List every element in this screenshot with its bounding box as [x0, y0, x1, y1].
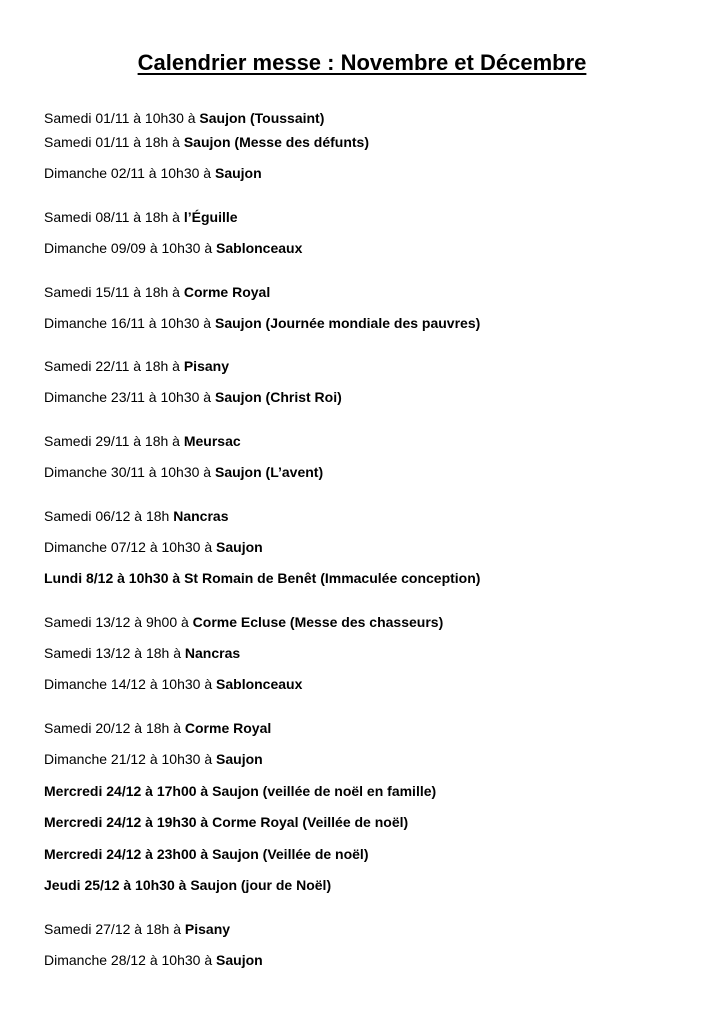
schedule-entry-date: Dimanche 02/11 à 10h30 à	[44, 165, 215, 181]
schedule-entry-place: l’Éguille	[183, 209, 238, 225]
schedule-entry-date: Dimanche 28/12 à 10h30 à	[44, 952, 217, 968]
schedule-entry-place: Corme Ecluse (Messe des chasseurs)	[192, 614, 444, 630]
schedule-entry	[44, 208, 238, 226]
schedule-entry	[44, 538, 263, 556]
schedule-entry-place: Pisany	[184, 921, 231, 937]
schedule-entry-date: Samedi 29/11 à 18h à	[44, 433, 184, 449]
schedule-entry	[44, 782, 436, 800]
schedule-entry	[44, 750, 263, 768]
schedule-entry	[44, 920, 230, 938]
schedule-entry-place: Saujon (veillée de noël en famille)	[212, 783, 437, 799]
schedule-entry-place: Saujon	[216, 751, 263, 767]
schedule-entry-place: Corme Royal (Veillée de noël)	[212, 814, 409, 830]
schedule-entry	[44, 675, 302, 693]
schedule-entry-date: Samedi 01/11 à 18h à	[44, 134, 184, 150]
schedule-entry-place: Saujon (Christ Roi)	[214, 389, 342, 405]
schedule-entry-date: Dimanche 16/11 à 10h30 à	[44, 315, 215, 331]
schedule-entry-date: Dimanche 09/09 à 10h30 à	[44, 240, 217, 256]
schedule-entry-place: Meursac	[183, 433, 241, 449]
schedule-entry-place: Nancras	[184, 645, 241, 661]
schedule-entry-place: Saujon	[214, 165, 262, 181]
schedule-entry-date: Samedi 22/11 à 18h à	[44, 358, 184, 374]
schedule-entry	[44, 432, 241, 450]
schedule-entry-date: Dimanche 14/12 à 10h30 à	[44, 676, 217, 692]
schedule-entry	[44, 569, 480, 587]
schedule-entry	[44, 463, 323, 481]
schedule-entry	[44, 239, 302, 257]
schedule-entry-place: Saujon (Messe des défunts)	[183, 134, 369, 150]
schedule-entry-place: Nancras	[173, 508, 229, 524]
schedule-entry-date: Dimanche 07/12 à 10h30 à	[44, 539, 217, 555]
schedule-entry	[44, 876, 331, 894]
schedule-entry-place: Pisany	[183, 358, 229, 374]
schedule-entry-place: Sablonceaux	[216, 676, 303, 692]
schedule-entry-place: Corme Royal	[184, 720, 272, 736]
schedule-entry-date: Mercredi 24/12 à 17h00 à	[44, 783, 213, 799]
schedule-entry-date: Lundi 8/12 à 10h30 à	[44, 570, 185, 586]
schedule-entry-place: Saujon (jour de Noël)	[190, 877, 332, 893]
schedule-entry-date: Samedi 27/12 à 18h à	[44, 921, 185, 937]
schedule-entry-date: Samedi 13/12 à 9h00 à	[44, 614, 193, 630]
schedule-entry	[44, 388, 342, 406]
schedule-entry-place: Saujon (Toussaint)	[199, 110, 325, 126]
schedule-entry-date: Dimanche 23/11 à 10h30 à	[44, 389, 215, 405]
schedule-entry-place: Saujon (L’avent)	[214, 464, 324, 480]
schedule-entry-place: Saujon	[216, 539, 263, 555]
schedule-entry-date: Samedi 01/11 à 10h30 à	[44, 110, 200, 126]
page-title	[0, 48, 724, 78]
schedule-entry	[44, 813, 408, 831]
schedule-entry	[44, 164, 262, 182]
schedule-entry	[44, 283, 270, 301]
schedule-entry-date: Mercredi 24/12 à 23h00 à	[44, 846, 213, 862]
schedule-entry	[44, 644, 240, 662]
schedule-entry-date: Jeudi 25/12 à 10h30 à	[44, 877, 191, 893]
schedule-entry-date: Mercredi 24/12 à 19h30 à	[44, 814, 213, 830]
schedule-entry-date: Samedi 06/12 à 18h	[44, 508, 174, 524]
schedule-entry-date: Dimanche 30/11 à 10h30 à	[44, 464, 215, 480]
schedule-entry	[44, 133, 369, 151]
schedule-entry-place: Corme Royal	[183, 284, 271, 300]
schedule-entry	[44, 613, 443, 631]
schedule-entry-date: Samedi 15/11 à 18h à	[44, 284, 184, 300]
schedule-entry	[44, 357, 229, 375]
schedule-entry-place: St Romain de Benêt (Immaculée conception)	[184, 570, 481, 586]
schedule-entry	[44, 951, 263, 969]
schedule-entry-date: Samedi 20/12 à 18h à	[44, 720, 185, 736]
schedule-entry-date: Samedi 13/12 à 18h à	[44, 645, 185, 661]
schedule-entry	[44, 314, 480, 332]
schedule-entry	[44, 109, 324, 127]
schedule-entry-place: Saujon	[216, 952, 263, 968]
schedule-entry-place: Saujon (Journée mondiale des pauvres)	[214, 315, 481, 331]
schedule-entry-date: Dimanche 21/12 à 10h30 à	[44, 751, 217, 767]
schedule-entry	[44, 507, 228, 525]
schedule-entry-place: Sablonceaux	[216, 240, 303, 256]
page-title-text: Calendrier messe : Novembre et Décembre	[137, 50, 587, 75]
schedule-entry	[44, 719, 271, 737]
schedule-entry-date: Samedi 08/11 à 18h à	[44, 209, 184, 225]
schedule-entry-place: Saujon (Veillée de noël)	[212, 846, 369, 862]
schedule-entry	[44, 845, 368, 863]
